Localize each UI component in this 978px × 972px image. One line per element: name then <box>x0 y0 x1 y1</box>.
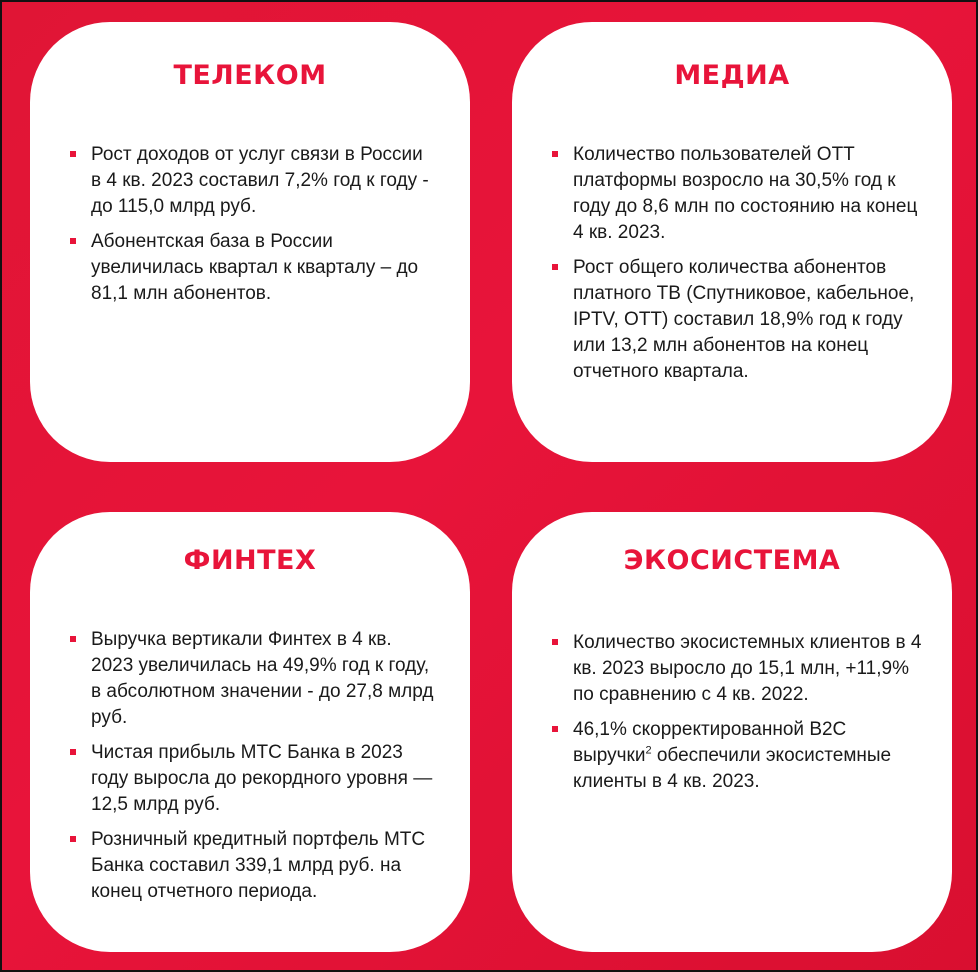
bullet-marker-icon <box>70 636 76 642</box>
card-title-fintech: ФИНТЕХ <box>183 545 317 576</box>
bullet-list-fintech <box>68 627 438 914</box>
bullet-text: Абонентская база в России увеличилась квартал к кварталу – до 81,1 млн абонентов. <box>91 231 419 304</box>
bullet-item <box>550 142 922 246</box>
card-media <box>512 22 952 462</box>
card-fintech <box>30 512 470 952</box>
bullet-item <box>68 627 438 731</box>
bullet-text: Рост общего количества абонентов платного ТВ (Спутниковое, кабельное, IPTV, OTT) составил 18,9% год к году или 13,2 млн абонентов на конец отчетного квартала. <box>573 257 915 382</box>
bullet-marker-icon <box>70 749 76 755</box>
bullet-text: Выручка вертикали Финтех в 4 кв. 2023 увеличилась на 49,9% год к году, в абсолютном значении - до 27,8 млрд руб. <box>91 629 434 728</box>
bullet-marker-icon <box>552 151 558 157</box>
bullet-marker-icon <box>552 639 558 645</box>
card-telecom <box>30 22 470 462</box>
bullet-list-ecosystem <box>550 630 922 804</box>
bullet-text-after-footnote: обеспечили экосистемные клиенты в 4 кв. 2023. <box>573 745 892 792</box>
footnote-marker: 2 <box>645 744 652 757</box>
card-title-ecosystem: ЭКОСИСТЕМА <box>623 545 841 576</box>
bullet-marker-icon <box>552 726 558 732</box>
bullet-marker-icon <box>70 151 76 157</box>
bullet-marker-icon <box>70 836 76 842</box>
bullet-marker-icon <box>552 264 558 270</box>
bullet-text: Количество пользователей OTT платформы возросло на 30,5% год к году до 8,6 млн по состоянию на конец 4 кв. 2023. <box>573 144 918 243</box>
bullet-marker-icon <box>70 238 76 244</box>
bullet-text: Розничный кредитный портфель МТС Банка составил 339,1 млрд руб. на конец отчетного периода. <box>91 829 426 902</box>
bullet-text: Рост доходов от услуг связи в России в 4 кв. 2023 составил 7,2% год к году - до 115,0 млрд руб. <box>91 144 429 217</box>
bullet-item <box>68 229 438 307</box>
bullet-item <box>550 255 922 385</box>
bullet-item <box>550 630 922 708</box>
bullet-item <box>68 740 438 818</box>
card-title-telecom: ТЕЛЕКОМ <box>173 60 327 91</box>
bullet-text <box>573 719 891 792</box>
bullet-item <box>68 142 438 220</box>
bullet-item <box>68 827 438 905</box>
bullet-item <box>550 717 922 795</box>
bullet-list-media <box>550 142 922 394</box>
bullet-list-telecom <box>68 142 438 316</box>
card-ecosystem <box>512 512 952 952</box>
bullet-text: Количество экосистемных клиентов в 4 кв. 2023 выросло до 15,1 млн, +11,9% по сравнению с 4 кв. 2022. <box>573 632 922 705</box>
bullet-text-before-footnote: 46,1% скорректированной B2C выручки <box>573 719 847 766</box>
card-title-media: МЕДИА <box>674 60 790 91</box>
bullet-text: Чистая прибыль МТС Банка в 2023 году выросла до рекордного уровня — 12,5 млрд руб. <box>91 742 433 815</box>
